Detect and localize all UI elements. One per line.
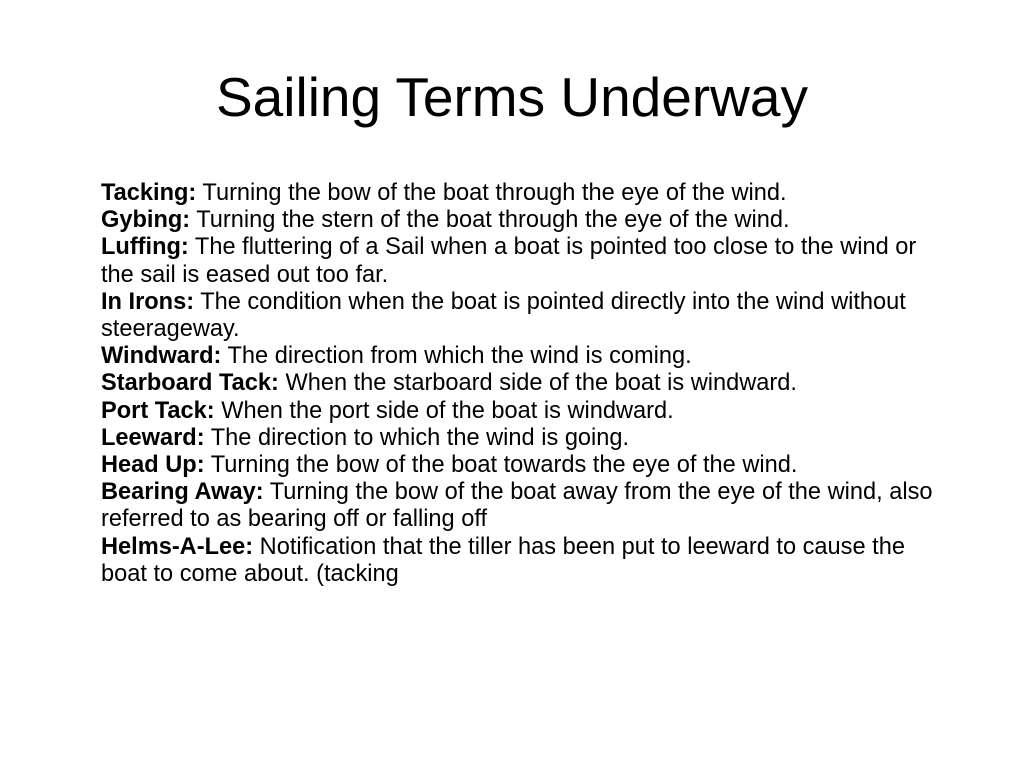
term-name: Leeward: bbox=[101, 424, 205, 451]
term-definition: The direction to which the wind is going. bbox=[210, 424, 630, 451]
term-definition: When the port side of the boat is windward. bbox=[221, 397, 674, 424]
term-item-leeward bbox=[101, 425, 951, 452]
slide-title: Sailing Terms Underway bbox=[215, 66, 808, 128]
term-item-tacking bbox=[101, 180, 951, 207]
term-item-starboard-tack bbox=[101, 370, 951, 397]
term-name: Head Up: bbox=[101, 452, 205, 479]
term-item-port-tack bbox=[101, 398, 951, 425]
term-name: Tacking: bbox=[101, 180, 197, 206]
term-definition: Notification that the tiller has been put to leeward to cause the boat to come about. (tacking bbox=[101, 533, 905, 587]
term-definition: The condition when the boat is pointed directly into the wind without steerageway. bbox=[101, 288, 906, 343]
term-name: In Irons: bbox=[101, 288, 195, 315]
term-definition: Turning the bow of the boat through the eye of the wind. bbox=[202, 180, 787, 206]
term-definition: Turning the bow of the boat away from the eye of the wind, also referred to as bearing off or falling off bbox=[101, 479, 933, 533]
term-item-windward bbox=[101, 343, 951, 370]
term-name: Starboard Tack: bbox=[101, 370, 279, 397]
term-item-helms-a-lee bbox=[101, 534, 951, 588]
term-name: Bearing Away: bbox=[101, 479, 264, 506]
term-item-bearing-away bbox=[101, 479, 951, 533]
term-definition: Turning the bow of the boat towards the eye of the wind. bbox=[210, 452, 798, 479]
term-definition: When the starboard side of the boat is windward. bbox=[285, 370, 797, 397]
term-name: Port Tack: bbox=[101, 397, 215, 424]
term-name: Luffing: bbox=[101, 234, 189, 261]
term-name: Gybing: bbox=[101, 207, 191, 234]
term-item-head-up bbox=[101, 452, 951, 479]
term-item-in-irons bbox=[101, 289, 951, 343]
term-item-luffing bbox=[101, 234, 951, 288]
term-item-gybing bbox=[101, 207, 951, 234]
term-name: Helms-A-Lee: bbox=[101, 533, 254, 560]
term-definition: Turning the stern of the boat through the eye of the wind. bbox=[196, 207, 790, 234]
term-definition: The fluttering of a Sail when a boat is pointed too close to the wind or the sail is eased out too far. bbox=[101, 234, 917, 288]
term-definition: The direction from which the wind is coming. bbox=[227, 343, 692, 370]
terms-list bbox=[101, 180, 951, 588]
term-name: Windward: bbox=[101, 343, 222, 370]
